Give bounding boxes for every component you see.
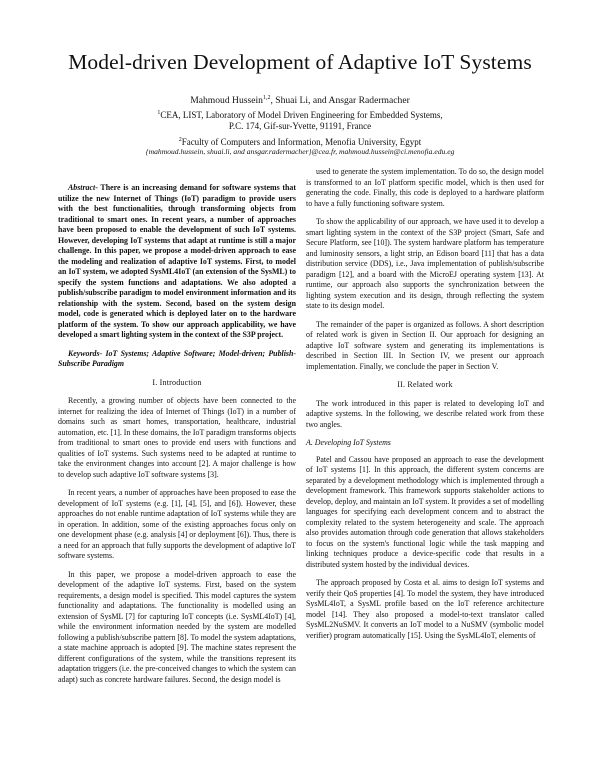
author-rest: , Shuai Li, and Ansgar Radermacher xyxy=(270,95,410,107)
affiliation-1-sup: 1 xyxy=(157,110,161,116)
affiliation-1-line-2: P.C. 174, Gif-sur-Yvette, 91191, France xyxy=(228,121,372,131)
affiliation-1 xyxy=(0,108,600,132)
intro-paragraph-4: used to generate the system implementation. To do so, the design model is transformed to an IoT platform specific model, which is then used for generating the code. Finally, this code is deployed to a hardware platform to have a fully functioning software system. xyxy=(306,167,544,208)
right-column xyxy=(306,167,544,649)
related-paragraph-3: The approach proposed by Costa et al. aims to design IoT systems and verify their QoS properties [4]. To model the system, they have introduced SysML4IoT, a SysML profile based on the IoT reference architecture model [14]. They also proposed a model-to-text translator called SysML2NuSMV. It converts an IoT model to a NuSMV (symbolic model verifier) program automatically [15]. Using the SysML4IoT, elements of xyxy=(306,578,544,640)
affiliation-1-line-1: $^1$CEA, LIST, Laboratory of Model Driven Engineering for Embedded Systems, xyxy=(157,110,443,120)
intro-paragraph-5: To show the applicability of our approach, we have used it to develop a smart lighting system in the context of the S3P project (Smart, Safe and Secure Platform, see [10]). The system hardware platform has temperature and luminosity sensors, a light strip, an Edison board [11] that has a data distribution service (DDS), i.e., Java implementation of publish/subscribe paradigm [12], and a board with the MicroEJ operating system [13]. At runtime, our approach also supports the synchronization between the lighting system execution and its design, through reflecting the system state to its design model. xyxy=(306,217,544,310)
section-heading-related-work: II. Related work xyxy=(397,380,453,389)
subsection-heading-developing-iot: A. Developing IoT Systems xyxy=(306,438,391,447)
abstract xyxy=(58,183,296,341)
paper-title: Model-driven Development of Adaptive IoT Systems xyxy=(68,50,532,74)
intro-paragraph-3: In this paper, we propose a model-driven approach to ease the development of the adaptive IoT systems. First, based on the system requirements, a design model is specified. This model captures the system functionality and adaptations. The functionality is modelled using an extension of SysML [7] for capturing IoT concepts (i.e. SysML4IoT) [4], while the environment information needed by the system are modelled following a publish/subscribe pattern [8]. To model the system adaptations, a state machine approach is adopted [9]. The machine states represent the different configurations of the system, while the transitions represent its adaptation triggers (i.e. the pre-conceived changes to which the system can adapt) such as concrete hardware failures. Second, the design model is xyxy=(58,569,296,684)
affiliation-2-sup: 2 xyxy=(178,137,182,143)
author-first: Mahmoud Hussein xyxy=(190,95,263,107)
author-first-sup: 1,2 xyxy=(262,95,271,101)
intro-paragraph-6: The remainder of the paper is organized as follows. A short description of related work is given in Section II. Our approach for designing an adaptive IoT software system and generating its implementations is described in Section III. In Section IV, we present our approach implementation. Finally, we conclude the paper in Section V. xyxy=(306,319,544,371)
author-line xyxy=(0,95,600,106)
abstract-text: - There is an increasing demand for software systems that utilize the new Internet of Things (IoT) paradigm to provide users with the best functionalities, through transforming objects from traditional to smart ones. In recent years, a number of approaches have been proposed to enable the development of such IoT systems. However, developing IoT systems that adapt at runtime is still a major challenge. In this paper, we propose a model-driven approach to ease the modeling and realization of adaptive IoT systems. First, to model an IoT system, we adopted SysML4IoT (an extension of the SysML) to specify the system functions and adaptations. We also adopted a publish/subscribe paradigm to model environment information and its relationship with the system. Second, based on the system design model, code is generated which is deployed later on to the hardware platform of the system. To show our approach applicability, we have developed a smart lighting system in the context of the S3P project. xyxy=(58,183,296,339)
intro-paragraph-2: In recent years, a number of approaches have been proposed to ease the development of IoT systems (e.g. [1], [4], [5], and [6]). However, these approaches do not enable runtime adaptation of IoT systems while they are in operation. In addition, some of the existing approaches focus only on one development phase (e.g. analysis [4] or deployment [6]). Thus, there is a need for an approach that fully supports the development of adaptive IoT software systems. xyxy=(58,488,296,560)
author-emails: {mahmoud.hussein, shuai.li, and ansgar.radermacher}@cea.fr, mahmoud.hussein@ci.menofia.edu.eg xyxy=(145,147,455,156)
related-paragraph-1: The work introduced in this paper is related to developing IoT and adaptive systems. In the following, we describe related work from these two angles. xyxy=(306,398,544,429)
related-paragraph-2: Patel and Cassou have proposed an approach to ease the development of IoT systems [1]. In this approach, the different system concerns are separated by a development methodology which is implemented through a development framework. This framework supports stakeholder actions to develop, deploy, and maintain an IoT system. It provides a set of modelling languages for specifying each development concern and to abstract the complexity related to the system heterogeneity and scale. The approach also provides automation through code generation that allows stakeholders to focus on the system's functional logic while the task mapping and linking techniques produce a device-specific code that results in a distributed system hosted by the individual devices. xyxy=(306,454,544,569)
section-heading-introduction: I. Introduction xyxy=(152,377,202,387)
left-column xyxy=(58,183,296,693)
affiliation-2-line-1: $^2$Faculty of Computers and Information, Menofia University, Egypt xyxy=(178,137,422,147)
keywords: Keywords- IoT Systems; Adaptive Software; Model-driven; Publish-Subscribe Paradigm xyxy=(58,348,296,368)
abstract-lead: Abstract xyxy=(68,183,96,192)
intro-paragraph-1: Recently, a growing number of objects have been connected to the internet for realizing the idea of Internet of Things (IoT) in a number of domains such as smart homes, transportation, healthcare, industrial automation, etc. [1]. In these domains, the IoT paradigm transforms objects from traditional to smart ones to provide end users with functions and qualities of IoT systems. Such systems need to be adapted at runtime to take the environment changes into account [2]. A major challenge is how to develop such adaptive IoT software systems [3]. xyxy=(58,396,296,479)
